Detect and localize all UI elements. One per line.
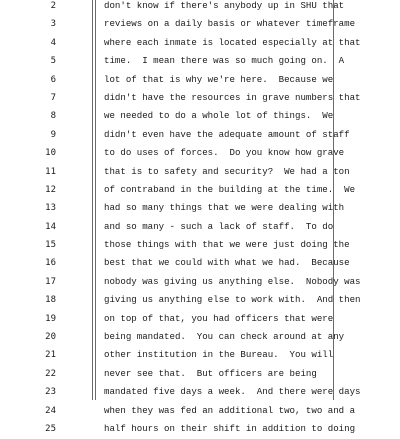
transcript-line (0, 384, 400, 402)
line-number: 17 (45, 276, 56, 287)
transcript-line (0, 274, 400, 292)
line-text: where each inmate is located especially at that (104, 36, 361, 48)
line-text: those things with that we were just doing the (104, 239, 350, 251)
line-text: best that we could with what we had. Because (104, 257, 350, 269)
transcript-line (0, 182, 400, 200)
line-text: half hours on their shift in addition to doing (104, 422, 356, 434)
line-text: nobody was giving us anything else. Nobody was (104, 275, 361, 287)
line-number: 13 (45, 203, 56, 214)
line-number: 21 (45, 350, 56, 361)
line-number: 24 (45, 405, 56, 416)
line-text: had so many things that we were dealing with (104, 202, 345, 214)
line-text: didn't even have the adequate amount of staff (104, 128, 350, 140)
transcript-line (0, 311, 400, 329)
line-text: lot of that is why we're here. Because we (104, 73, 334, 85)
transcript-line (0, 421, 400, 439)
line-text: of contraband in the building at the time. We (104, 183, 356, 195)
transcript-line (0, 35, 400, 53)
transcript-line (0, 164, 400, 182)
line-text: being mandated. You can check around at any (104, 331, 345, 343)
line-number: 18 (45, 295, 56, 306)
line-text: time. I mean there was so much going on. A (104, 55, 345, 67)
line-number: 8 (50, 111, 56, 122)
line-number: 11 (45, 166, 56, 177)
transcript-line (0, 53, 400, 71)
line-number: 22 (45, 368, 56, 379)
line-text: we needed to do a whole lot of things. We (104, 110, 334, 122)
transcript-line (0, 237, 400, 255)
line-number: 2 (50, 1, 56, 11)
transcript-line (0, 145, 400, 163)
transcript-line (0, 329, 400, 347)
line-number: 10 (45, 148, 56, 159)
transcript-line (0, 403, 400, 421)
line-text: other institution in the Bureau. You will (104, 349, 334, 361)
line-number: 3 (50, 19, 56, 30)
transcript-line (0, 108, 400, 126)
line-number: 5 (50, 56, 56, 67)
line-number: 20 (45, 332, 56, 343)
line-number: 23 (45, 387, 56, 398)
transcript-line (0, 200, 400, 218)
transcript-line (0, 347, 400, 365)
transcript-line (0, 127, 400, 145)
line-text: don't know if there's anybody up in SHU that (104, 0, 345, 11)
line-number: 19 (45, 313, 56, 324)
line-text: to do uses of forces. Do you know how grave (104, 147, 345, 159)
transcript-line (0, 366, 400, 384)
line-text: that is to safety and security? We had a ton (104, 165, 350, 177)
transcript-line (0, 219, 400, 237)
line-text: never see that. But officers are being (104, 367, 317, 379)
line-number: 6 (50, 74, 56, 85)
line-text: and so many - such a lack of staff. To do (104, 220, 334, 232)
line-number: 9 (50, 129, 56, 140)
transcript-line (0, 90, 400, 108)
line-number: 14 (45, 221, 56, 232)
transcript-line (0, 255, 400, 273)
transcript-line (0, 292, 400, 310)
line-number: 16 (45, 258, 56, 269)
transcript-line (0, 0, 400, 16)
line-number: 4 (50, 37, 56, 48)
line-text: on top of that, you had officers that were (104, 312, 334, 324)
line-number: 12 (45, 184, 56, 195)
line-number: 25 (45, 423, 56, 434)
transcript-line (0, 16, 400, 34)
line-text: reviews on a daily basis or whatever timeframe (104, 18, 356, 30)
line-number: 15 (45, 240, 56, 251)
line-text: didn't have the resources in grave numbers that (104, 91, 361, 103)
line-text: mandated five days a week. And there were days (104, 386, 361, 398)
line-number: 7 (50, 92, 56, 103)
line-text: giving us anything else to work with. And then (104, 294, 361, 306)
line-text: when they was fed an additional two, two and a (104, 404, 356, 416)
transcript-line (0, 72, 400, 90)
